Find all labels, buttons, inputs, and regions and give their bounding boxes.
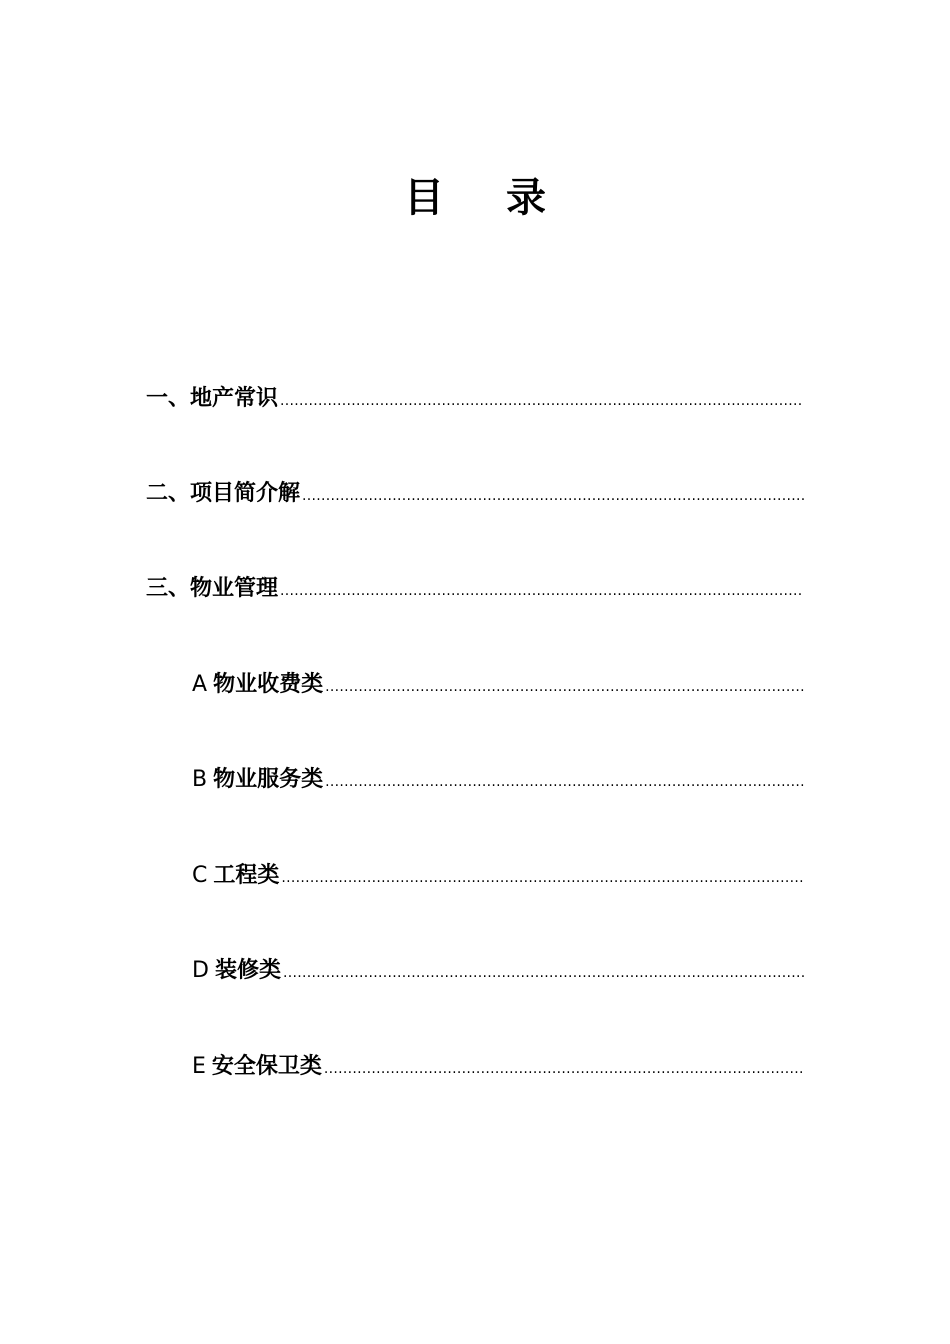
toc-entry-label: 项目简介解 [190,481,301,506]
toc-entry-letter: D [192,958,209,983]
toc-entry-number: 三、 [146,576,191,601]
toc-entry-letter: B [192,767,208,792]
toc-entry-label: 物业收费类 [213,672,324,697]
toc-dot-leader [302,480,804,512]
toc-dot-leader [281,862,804,894]
toc-entry-number: 二、 [146,481,191,506]
toc-entry-label: 装修类 [214,958,281,983]
toc-dot-leader [283,957,804,989]
toc-entry-letter: C [192,863,208,888]
toc-entry-engineering[interactable] [192,860,804,892]
toc-entry-property-management[interactable] [146,573,804,605]
toc-entry-property-fees[interactable] [192,669,804,701]
toc-entry-label: 物业服务类 [213,767,324,792]
toc-dot-leader [325,671,804,703]
toc-entry-security[interactable] [192,1051,804,1083]
toc-dot-leader [280,575,804,607]
toc-dot-leader [324,1053,804,1085]
toc-entry-label: 工程类 [213,863,280,888]
toc-dot-leader [280,385,804,417]
toc-entry-renovation[interactable] [192,955,804,987]
title-char-2: 录 [505,175,546,221]
toc-entry-letter: E [192,1054,206,1079]
title-char-1: 目 [404,175,445,221]
toc-entry-property-services[interactable] [192,764,804,796]
toc-entry-label: 地产常识 [190,386,279,411]
toc-entry-label: 安全保卫类 [211,1054,322,1079]
toc-entry-project-intro[interactable] [146,478,804,510]
toc-entry-label: 物业管理 [190,576,279,601]
toc-entry-real-estate-basics[interactable] [146,383,804,415]
toc-entry-number: 一、 [146,386,191,411]
toc-entry-letter: A [192,672,208,697]
toc-dot-leader [325,766,804,798]
